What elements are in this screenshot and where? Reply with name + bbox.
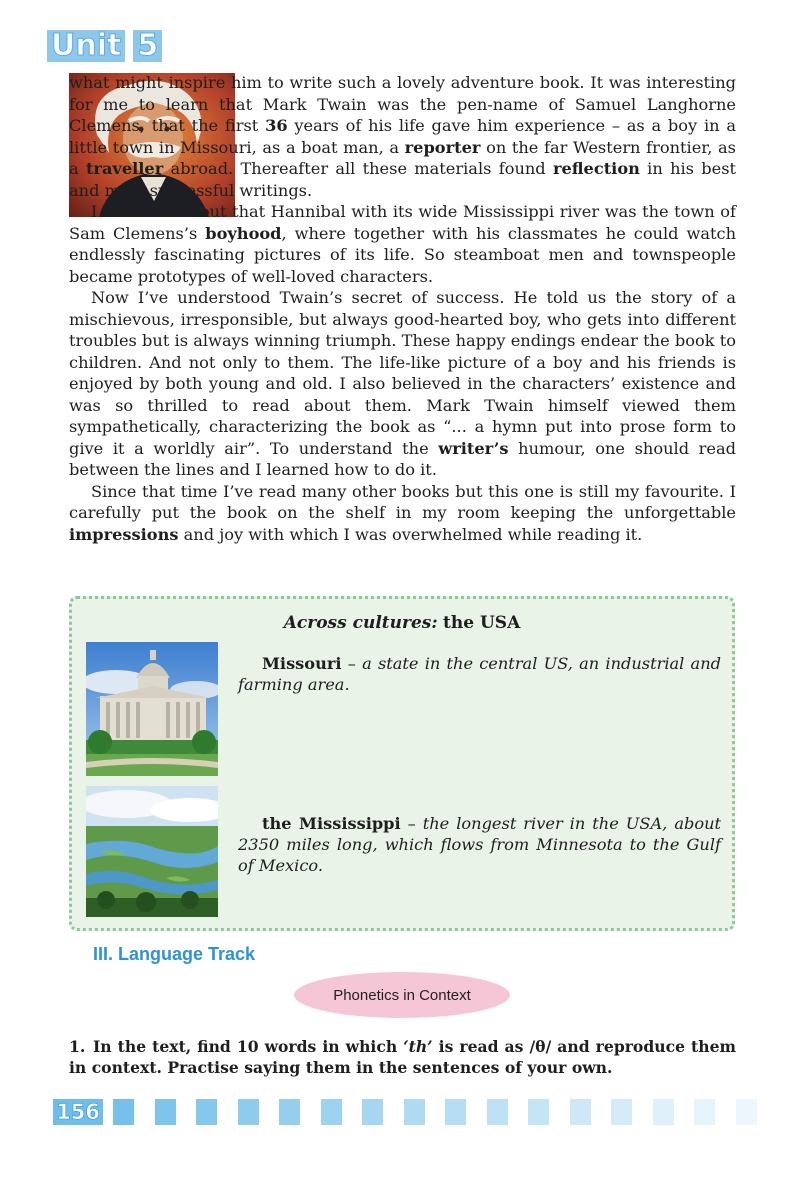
exercise-text-after: is read as /θ/ and reproduce them in context. Practise saying them in the sentences of your own. xyxy=(69,1037,736,1077)
footer-bar xyxy=(53,1099,763,1125)
footer-square xyxy=(570,1099,591,1125)
paragraph-2 xyxy=(69,201,736,287)
footer-square xyxy=(196,1099,217,1125)
unit-word: Unit xyxy=(47,30,125,62)
section-title: III. Language Track xyxy=(93,944,256,964)
text-run: and joy with which I was overwhelmed while reading it. xyxy=(178,524,643,544)
footer-square xyxy=(736,1099,757,1125)
text-run: Now I’ve understood Twain’s secret of success. He told us the story of a mischievous, irresponsible, but always good-hearted boy, who gets into different troubles but is always winning triumph. These happy endings endear the book to children. And not only to them. The life-like picture of a boy and his friends is enjoyed by both young and old. I also believed in the characters’ existence and was so thrilled to read about them. Mark Twain himself viewed them sympathetically, characterizing the book as “... a hymn put into prose form to give it a worldly air”. To understand the xyxy=(69,288,736,458)
text-run: years of his life gave him experience – as a boy in a little town in Missouri, as a boat man, a xyxy=(69,116,736,157)
unit-label xyxy=(47,30,162,62)
across-cultures-box xyxy=(69,596,735,931)
bold-term: reporter xyxy=(404,137,481,157)
footer-square xyxy=(611,1099,632,1125)
culture-item-missouri xyxy=(238,653,721,695)
footer-square xyxy=(113,1099,134,1125)
text-run: humour, one should read between the lines and I learned how to do it. xyxy=(69,438,736,479)
footer-square xyxy=(445,1099,466,1125)
culture-heading-italic: Across cultures: xyxy=(283,613,438,633)
footer-square xyxy=(653,1099,674,1125)
footer-square xyxy=(487,1099,508,1125)
unit-number: 5 xyxy=(133,30,162,62)
bold-term: boyhood xyxy=(205,223,282,243)
text-run: abroad. Thereafter all these materials found xyxy=(163,159,553,178)
exercise-number: 1. xyxy=(69,1037,86,1056)
culture-item-mississippi xyxy=(238,813,721,876)
bold-term: writer’s xyxy=(438,438,509,458)
page-number: 156 xyxy=(53,1099,103,1125)
text-run: what might inspire him to write such a lovely adventure book. It was interesting for me to learn that Mark Twain was the pen-name of Samuel Langhorne Clemens, that the first xyxy=(69,73,736,135)
footer-square xyxy=(404,1099,425,1125)
text-run: Since that time I’ve read many other books but this one is still my favourite. I carefully put the book on the shelf in my room keeping the unforgettable xyxy=(69,481,736,522)
bold-term: reflection xyxy=(552,159,640,178)
paragraph-3 xyxy=(69,287,736,481)
footer-square xyxy=(362,1099,383,1125)
culture-dash: – xyxy=(400,814,423,833)
footer-square xyxy=(694,1099,715,1125)
footer-square xyxy=(238,1099,259,1125)
paragraph-4 xyxy=(69,481,736,546)
text-run: in his best and most successful writings. xyxy=(69,159,737,200)
footer-square xyxy=(321,1099,342,1125)
text-run: , where together with his classmates he could watch endlessly fascinating pictures of its life. So steamboat men and townspeople became prototypes of well-loved characters. xyxy=(69,223,736,286)
bold-term: traveller xyxy=(85,159,164,178)
footer-square xyxy=(155,1099,176,1125)
text-run: on the far Western frontier, as a xyxy=(69,137,736,178)
culture-heading-country: the USA xyxy=(443,613,521,633)
culture-dash: – xyxy=(341,654,363,673)
mississippi-river-image xyxy=(86,786,218,917)
main-text xyxy=(69,72,736,545)
phonetics-in-context-label: Phonetics in Context xyxy=(294,972,510,1018)
exercise-text-before: In the text, find 10 words in which xyxy=(93,1037,404,1056)
paragraph-1 xyxy=(69,72,736,201)
culture-definition: the longest river in the USA, about 2350 miles long, which flows from Minnesota to the Gulf of Mexico. xyxy=(238,814,722,875)
exercise-1 xyxy=(69,1036,736,1078)
bold-term: impressions xyxy=(69,524,179,544)
footer-square xyxy=(528,1099,549,1125)
culture-term: the Mississippi xyxy=(262,814,401,833)
exercise-th: ‘th’ xyxy=(403,1037,433,1056)
footer-square xyxy=(279,1099,300,1125)
culture-term: Missouri xyxy=(262,654,342,673)
culture-definition: a state in the central US, an industrial and farming area. xyxy=(238,654,721,694)
missouri-capitol-image xyxy=(86,642,218,776)
text-run: I have found out that Hannibal with its wide Mississippi river was the town of Sam Clemens’s xyxy=(69,202,736,243)
culture-heading xyxy=(72,613,732,633)
bold-term: 36 xyxy=(265,116,288,135)
